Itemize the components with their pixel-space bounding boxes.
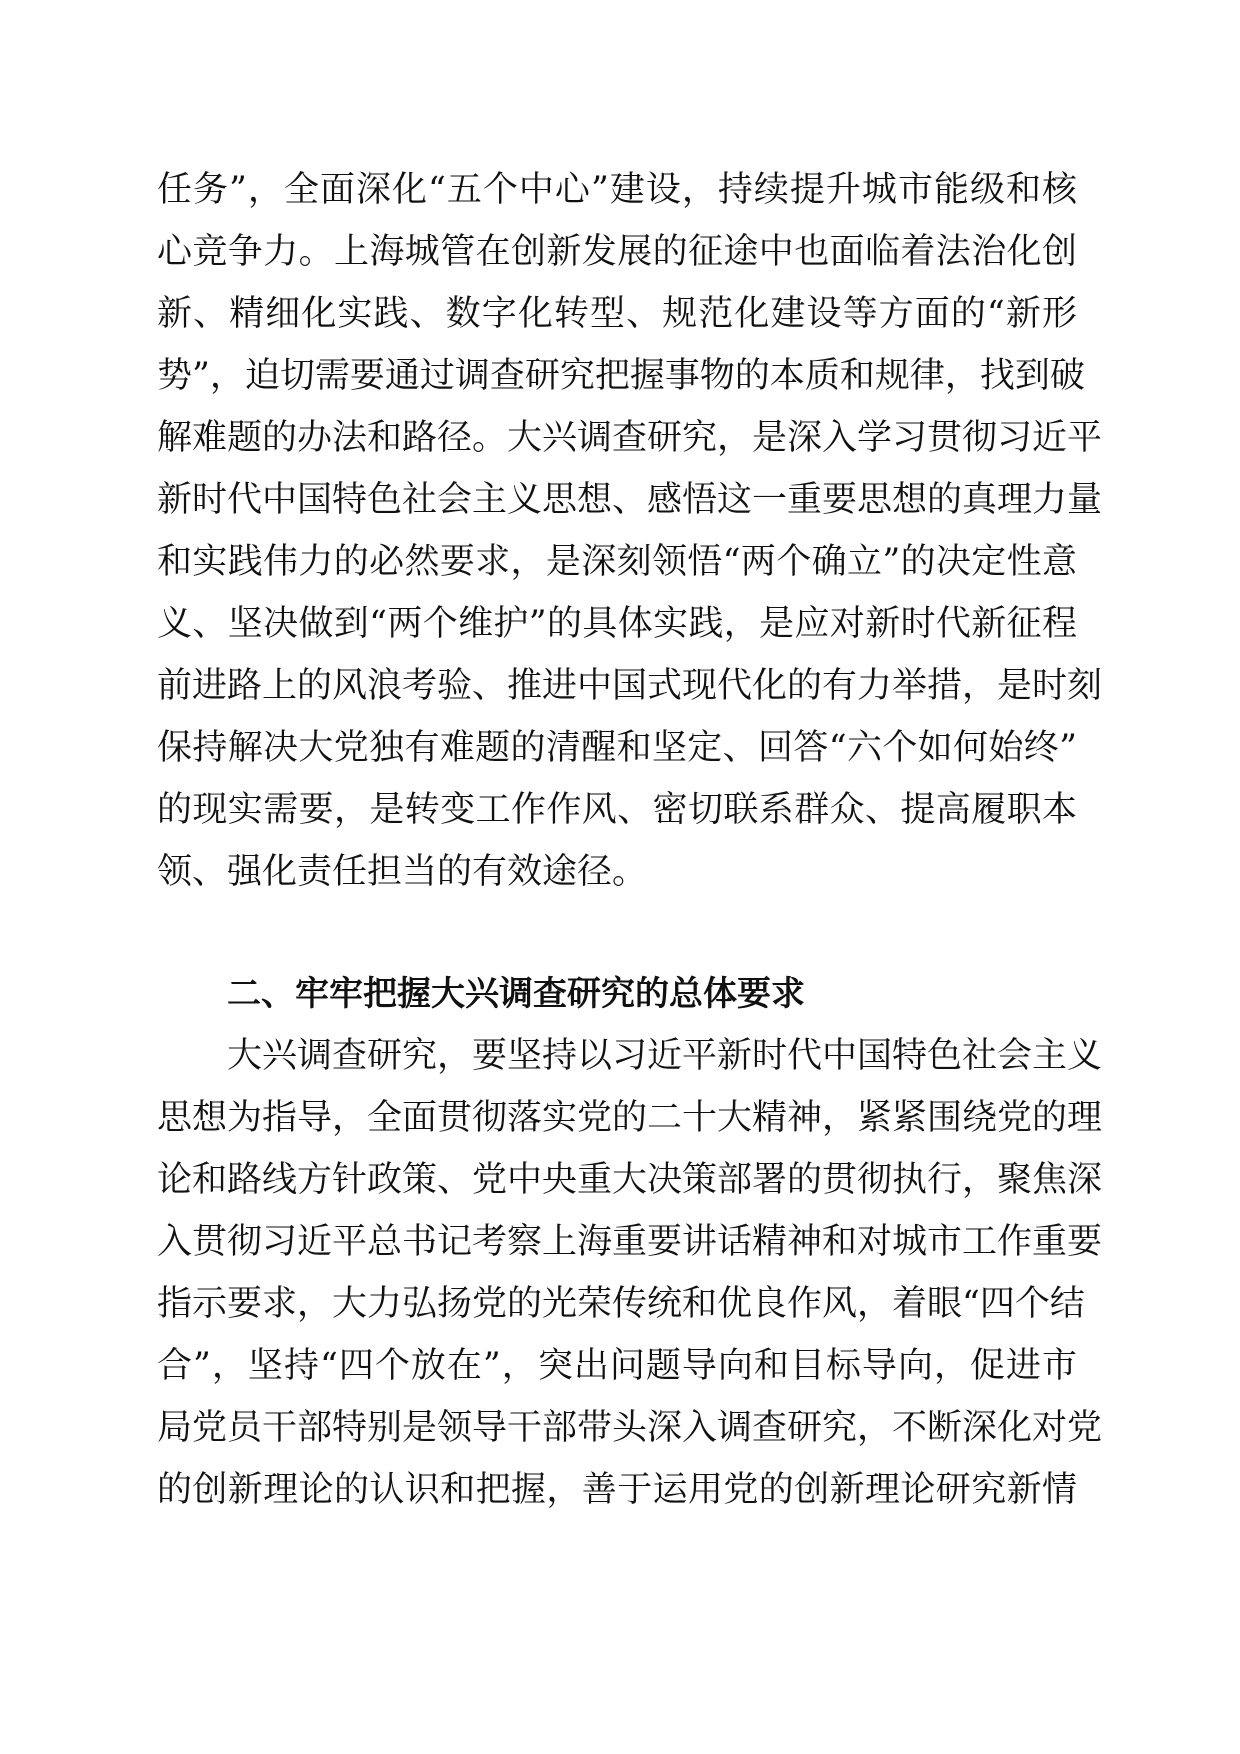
paragraph-2-line: 论和路线方针政策、党中央重大决策部署的贯彻执行，聚焦深 [157, 1160, 1103, 1200]
paragraph-1-line: 前进路上的风浪考验、推进中国式现代化的有力举措，是时刻 [157, 666, 1103, 706]
paragraph-1-line: 解难题的办法和路径。大兴调查研究，是深入学习贯彻习近平 [157, 418, 1103, 458]
paragraph-1-line: 新、精细化实践、数字化转型、规范化建设等方面的“新形 [157, 294, 1077, 334]
paragraph-1-line: 心竞争力。上海城管在创新发展的征途中也面临着法治化创 [157, 232, 1077, 272]
paragraph-1-line: 任务”，全面深化“五个中心”建设，持续提升城市能级和核 [157, 170, 1077, 210]
paragraph-2-line: 局党员干部特别是领导干部带头深入调查研究，不断深化对党 [157, 1408, 1103, 1448]
section-heading: 二、牢牢把握大兴调查研究的总体要求 [227, 974, 805, 1014]
paragraph-2-line: 大兴调查研究，要坚持以习近平新时代中国特色社会主义 [227, 1036, 1103, 1076]
paragraph-2-line: 合”，坚持“四个放在”，突出问题导向和目标导向，促进市 [157, 1346, 1077, 1386]
paragraph-2-line: 的创新理论的认识和把握，善于运用党的创新理论研究新情 [157, 1470, 1077, 1510]
paragraph-1-line: 的现实需要，是转变工作作风、密切联系群众、提高履职本 [157, 790, 1077, 830]
paragraph-1-line: 领、强化责任担当的有效途径。 [157, 852, 648, 892]
paragraph-2-line: 思想为指导，全面贯彻落实党的二十大精神，紧紧围绕党的理 [157, 1098, 1103, 1138]
paragraph-1-line: 保持解决大党独有难题的清醒和坚定、回答“六个如何始终” [157, 728, 1077, 768]
paragraph-2-line: 入贯彻习近平总书记考察上海重要讲话精神和对城市工作重要 [157, 1222, 1103, 1262]
paragraph-1-line: 势”，迫切需要通过调查研究把握事物的本质和规律，找到破 [157, 356, 1085, 396]
paragraph-1-line: 和实践伟力的必然要求，是深刻领悟“两个确立”的决定性意 [157, 542, 1077, 582]
paragraph-1-line: 义、坚决做到“两个维护”的具体实践，是应对新时代新征程 [157, 604, 1077, 644]
paragraph-2-line: 指示要求，大力弘扬党的光荣传统和优良作风，着眼“四个结 [157, 1284, 1085, 1324]
paragraph-1-line: 新时代中国特色社会主义思想、感悟这一重要思想的真理力量 [157, 480, 1103, 520]
